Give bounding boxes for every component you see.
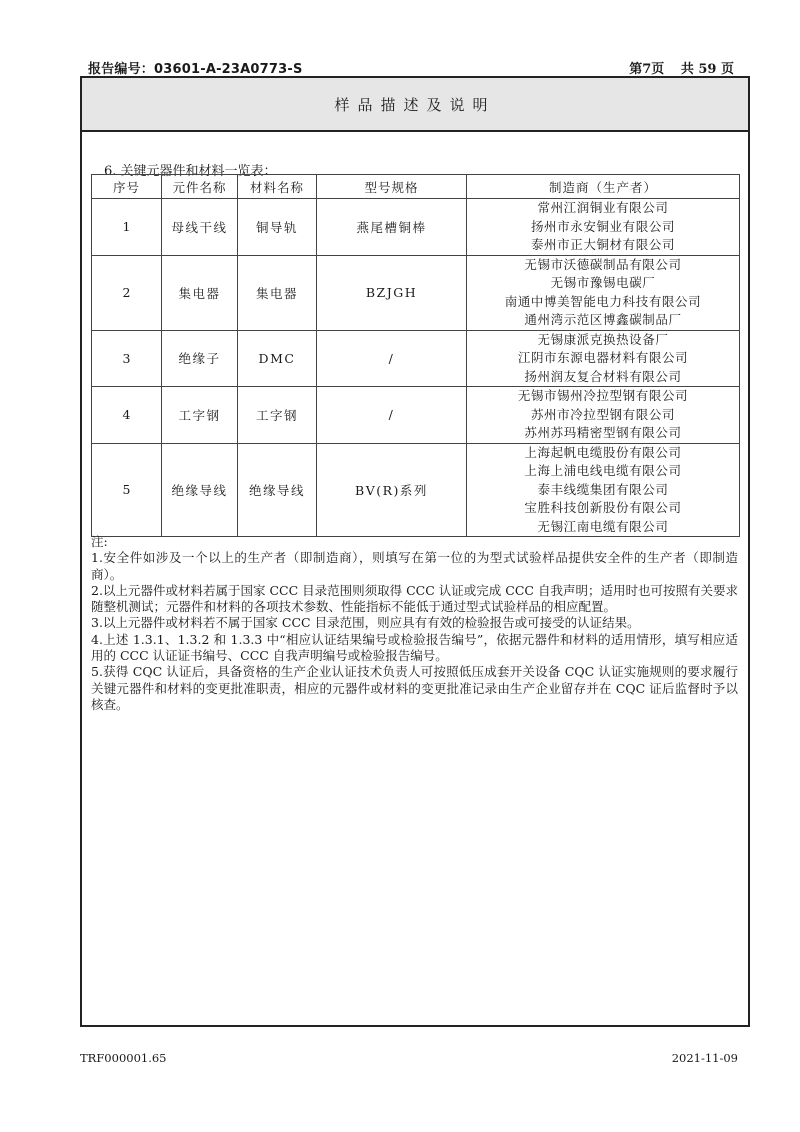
- header-manufacturer: 制造商（生产者）: [467, 175, 740, 199]
- cell-component-name: 绝缘子: [162, 330, 238, 387]
- section-title: 6. 关键元器件和材料一览表：: [104, 164, 277, 179]
- manufacturer-name: 泰州市正大铜材有限公司: [530, 237, 676, 252]
- cell-model: BV(R)系列: [317, 443, 467, 537]
- manufacturer-name: 常州江润铜业有限公司: [537, 200, 669, 215]
- page-total: 共 59 页: [680, 62, 734, 77]
- cell-no: 2: [92, 255, 162, 330]
- document-frame: [80, 76, 750, 1027]
- manufacturer-name: 南通中博美智能电力科技有限公司: [504, 293, 702, 309]
- cell-manufacturers: [467, 255, 740, 330]
- page-indicator: [627, 58, 734, 77]
- cell-no: 5: [92, 443, 162, 537]
- cell-component-name: 母线干线: [162, 199, 238, 256]
- cell-material-name: 铜导轨: [238, 199, 317, 256]
- cell-material-name: 绝缘导线: [238, 443, 317, 537]
- manufacturer-name: 无锡康派克换热设备厂: [537, 331, 669, 347]
- cell-material-name: 集电器: [238, 255, 317, 330]
- form-date: 2021-11-09: [671, 1051, 738, 1065]
- cell-manufacturers: [467, 330, 740, 387]
- manufacturer-name: 扬州市永安铜业有限公司: [530, 218, 676, 234]
- page-title: 样品描述及说明: [82, 78, 748, 132]
- manufacturer-name: 江阴市东源电器材料有限公司: [517, 350, 689, 365]
- header-model: 型号规格: [317, 175, 467, 199]
- table-row: [92, 255, 740, 330]
- cell-component-name: 工字钢: [162, 387, 238, 444]
- cell-no: 4: [92, 387, 162, 444]
- cell-model: 燕尾槽铜棒: [317, 199, 467, 256]
- cell-manufacturers: [467, 199, 740, 256]
- cell-no: 1: [92, 199, 162, 256]
- manufacturer-name: 宝胜科技创新股份有限公司: [524, 500, 682, 515]
- manufacturer-name: 通州湾示范区博鑫碳制品厂: [524, 312, 682, 327]
- header-component: 元件名称: [162, 175, 238, 199]
- note-item: 3.以上元器件或材料若不属于国家 CCC 目录范围，则应具有有效的检验报告或可接受的认证结果。: [91, 615, 640, 631]
- cell-manufacturers: [467, 443, 740, 537]
- cell-component-name: 绝缘导线: [162, 443, 238, 537]
- notes-label: 注:: [91, 534, 108, 549]
- manufacturer-name: 苏州市冷拉型钢有限公司: [530, 406, 676, 422]
- manufacturer-name: 上海起帆电缆股份有限公司: [524, 444, 682, 460]
- cell-component-name: 集电器: [162, 255, 238, 330]
- cell-material-name: 工字钢: [238, 387, 317, 444]
- table-header-row: [92, 175, 740, 199]
- cell-model: /: [317, 387, 467, 444]
- manufacturer-name: 无锡江南电缆有限公司: [537, 518, 669, 534]
- cell-model: /: [317, 330, 467, 387]
- cell-no: 3: [92, 330, 162, 387]
- table-row: [92, 199, 740, 256]
- manufacturer-name: 上海上浦电线电缆有限公司: [524, 463, 682, 478]
- manufacturer-name: 无锡市锡州冷拉型钢有限公司: [517, 388, 689, 403]
- key-components-table: [91, 174, 740, 537]
- cell-manufacturers: [467, 387, 740, 444]
- notes-section: [91, 534, 738, 713]
- header-material: 材料名称: [238, 175, 317, 199]
- manufacturer-name: 扬州润友复合材料有限公司: [524, 368, 682, 384]
- note-item: 4.上述 1.3.1、1.3.2 和 1.3.3 中“相应认证结果编号或检验报告编号”，依据元器件和材料的适用情形，填写相应适用的 CCC 认证证书编号、CCC 自我声明编号或检验报告编号。: [91, 631, 738, 664]
- manufacturer-name: 泰丰线缆集团有限公司: [537, 481, 669, 497]
- form-number: TRF000001.65: [80, 1051, 167, 1065]
- page-number: 第7页: [629, 62, 665, 77]
- header-no: 序号: [92, 175, 162, 199]
- table-row: [92, 387, 740, 444]
- manufacturer-name: 无锡市豫锡电碳厂: [550, 275, 656, 290]
- manufacturer-name: 苏州苏玛精密型钢有限公司: [524, 425, 682, 440]
- table-row: [92, 443, 740, 537]
- report-number: 报告编号：03601-A-23A0773-S: [88, 62, 303, 77]
- manufacturer-name: 无锡市沃德碳制品有限公司: [524, 256, 682, 272]
- cell-model: BZJGH: [317, 255, 467, 330]
- cell-material-name: DMC: [238, 330, 317, 387]
- note-item: 1.安全件如涉及一个以上的生产者（即制造商），则填写在第一位的为型式试验样品提供安全件的生产者（即制造商）。: [91, 550, 738, 582]
- note-item: 5.获得 CQC 认证后，具备资格的生产企业认证技术负责人可按照低压成套开关设备 CQC 认证实施规则的要求履行关键元器件和材料的变更批准职责，相应的元器件或材料的变更批准记录由生产企业留存并在 CQC 证后监督时予以核查。: [91, 664, 738, 712]
- note-item: 2.以上元器件或材料若属于国家 CCC 目录范围则须取得 CCC 认证或完成 CCC 自我声明；适用时也可按照有关要求随整机测试；元器件和材料的各项技术参数、性能指标不能低于通过型式试验样品的相应配置。: [91, 582, 738, 615]
- table-row: [92, 330, 740, 387]
